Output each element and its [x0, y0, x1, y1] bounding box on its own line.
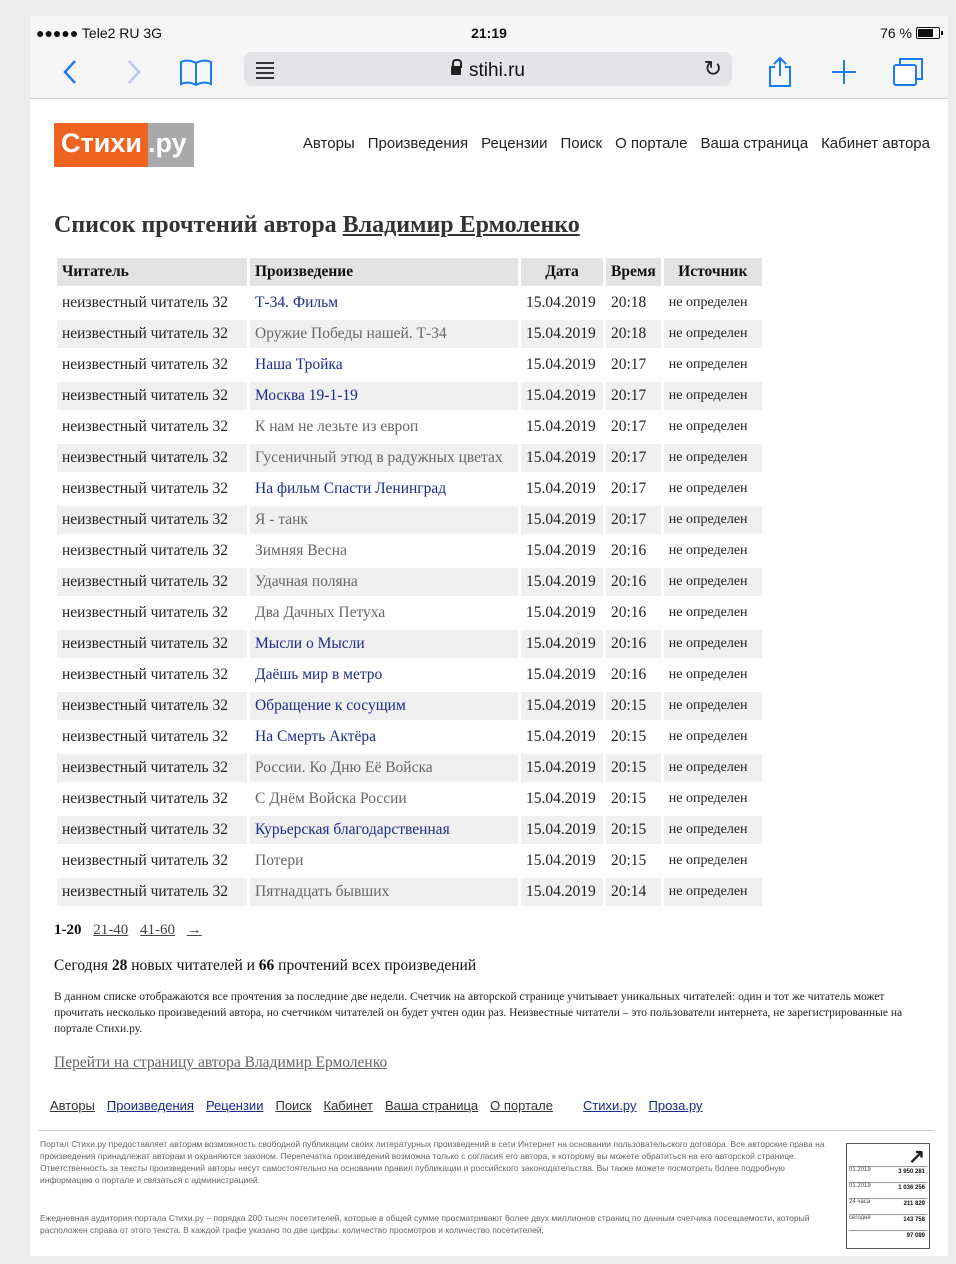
new-tab-button[interactable]	[824, 52, 864, 92]
battery-percent: 76 %	[880, 25, 912, 41]
work-cell: России. Ко Дню Её Войска	[250, 754, 518, 782]
table-row	[57, 599, 762, 627]
lock-icon	[451, 66, 461, 75]
time-cell: 20:18	[606, 320, 661, 348]
next-page-arrow-icon[interactable]: →	[186, 922, 202, 938]
work-cell: Потери	[250, 847, 518, 875]
work-cell[interactable]: На Смерть Актёра	[250, 723, 518, 751]
reader-cell: неизвестный читатель 32	[57, 847, 247, 875]
date-cell: 15.04.2019	[521, 661, 603, 689]
today-summary: Сегодня 28 новых читателей и 66 прочтений всех произведений	[54, 957, 477, 974]
source-cell: не определен	[664, 475, 762, 503]
new-readers-count: 28	[111, 957, 128, 974]
header-work: Произведение	[250, 258, 518, 286]
nav-about[interactable]: О портале	[615, 135, 688, 152]
reader-cell: неизвестный читатель 32	[57, 723, 247, 751]
reader-cell: неизвестный читатель 32	[57, 630, 247, 658]
reader-cell: неизвестный читатель 32	[57, 506, 247, 534]
time-cell: 20:15	[606, 692, 661, 720]
table-row	[57, 444, 762, 472]
footer-divider	[38, 1130, 934, 1131]
reader-cell: неизвестный читатель 32	[57, 289, 247, 317]
footer-site-proza[interactable]: Проза.ру	[648, 1098, 703, 1113]
source-cell: не определен	[664, 289, 762, 317]
work-cell: С Днём Войска России	[250, 785, 518, 813]
nav-your-page[interactable]: Ваша страница	[700, 135, 809, 152]
time-cell: 20:15	[606, 816, 661, 844]
work-cell[interactable]: На фильм Спасти Ленинград	[250, 475, 518, 503]
date-cell: 15.04.2019	[521, 630, 603, 658]
source-cell: не определен	[664, 661, 762, 689]
work-cell[interactable]: Москва 19-1-19	[250, 382, 518, 410]
source-cell: не определен	[664, 599, 762, 627]
source-cell: не определен	[664, 630, 762, 658]
time-cell: 20:16	[606, 630, 661, 658]
date-cell: 15.04.2019	[521, 568, 603, 596]
reader-cell: неизвестный читатель 32	[57, 382, 247, 410]
table-row	[57, 785, 762, 813]
work-cell: Я - танк	[250, 506, 518, 534]
date-cell: 15.04.2019	[521, 289, 603, 317]
nav-authors[interactable]: Авторы	[302, 135, 355, 152]
footer-nav-cabinet[interactable]: Кабинет	[323, 1098, 373, 1113]
table-row	[57, 382, 762, 410]
time-cell: 20:17	[606, 444, 661, 472]
battery-indicator	[880, 25, 940, 41]
time-cell: 20:18	[606, 289, 661, 317]
source-cell: не определен	[664, 351, 762, 379]
table-row	[57, 692, 762, 720]
top-nav	[303, 135, 930, 152]
reader-cell: неизвестный читатель 32	[57, 537, 247, 565]
date-cell: 15.04.2019	[521, 537, 603, 565]
time-cell: 20:15	[606, 785, 661, 813]
time-cell: 20:16	[606, 537, 661, 565]
address-bar[interactable]	[244, 52, 732, 86]
reader-cell: неизвестный читатель 32	[57, 754, 247, 782]
date-cell: 15.04.2019	[521, 785, 603, 813]
time-cell: 20:14	[606, 878, 661, 906]
date-cell: 15.04.2019	[521, 382, 603, 410]
time-cell: 20:17	[606, 506, 661, 534]
site-logo[interactable]	[54, 123, 194, 167]
work-cell: Пятнадцать бывших	[250, 878, 518, 906]
reader-cell: неизвестный читатель 32	[57, 599, 247, 627]
counter-row: 01.2019 1 036 256	[849, 1182, 927, 1198]
back-button[interactable]	[50, 52, 90, 92]
table-row	[57, 847, 762, 875]
plus-icon	[830, 58, 858, 86]
info-note: В данном списке отображаются все прочтения за последние две недели. Счетчик на авторской странице учитывает уникальных читателей: один и тот же читатель может прочитать несколько произведений автора, но счетчиком читателей он будет учтен один раз. Неизвестные читатели – это пользователи интернета, не зарегистрированные на портале Стихи.ру.	[54, 991, 903, 1035]
reader-cell: неизвестный читатель 32	[57, 661, 247, 689]
table-row	[57, 537, 762, 565]
arrow-up-right-icon: ↗	[908, 1146, 925, 1168]
header-time: Время	[606, 258, 661, 286]
source-cell: не определен	[664, 785, 762, 813]
footer-site-stihi[interactable]: Стихи.ру	[582, 1098, 637, 1113]
table-row	[57, 413, 762, 441]
source-cell: не определен	[664, 816, 762, 844]
footer-nav-authors[interactable]: Авторы	[50, 1098, 95, 1113]
browser-toolbar	[30, 48, 948, 99]
work-cell[interactable]: Обращение к сосущим	[250, 692, 518, 720]
counter-row: сегодня 143 758	[849, 1214, 927, 1230]
footer-nav-reviews[interactable]: Рецензии	[205, 1098, 264, 1113]
nav-cabinet[interactable]: Кабинет автора	[821, 135, 930, 152]
reader-cell: неизвестный читатель 32	[57, 878, 247, 906]
status-bar	[30, 16, 948, 48]
date-cell: 15.04.2019	[521, 816, 603, 844]
table-row	[57, 506, 762, 534]
page-current: 1-20	[54, 922, 82, 938]
date-cell: 15.04.2019	[521, 413, 603, 441]
url-host: stihi.ru	[244, 60, 732, 82]
source-cell: не определен	[664, 847, 762, 875]
footer-nav-works[interactable]: Произведения	[106, 1098, 194, 1113]
nav-works[interactable]: Произведения	[367, 135, 469, 152]
page-link-3[interactable]: 41-60	[140, 922, 175, 938]
logo-main: Стихи	[54, 123, 148, 167]
carrier-label: ●●●●● Tele2 RU 3G	[36, 25, 163, 41]
time-cell: 20:15	[606, 847, 661, 875]
table-row	[57, 661, 762, 689]
work-cell: Гусеничный этюд в радужных цветах	[250, 444, 518, 472]
time-cell: 20:17	[606, 475, 661, 503]
bookmarks-button[interactable]	[176, 52, 216, 92]
header-reader: Читатель	[57, 258, 247, 286]
reload-icon[interactable]: ↻	[703, 56, 722, 81]
table-row	[57, 816, 762, 844]
chevron-left-icon	[62, 59, 78, 85]
table-row	[57, 878, 762, 906]
footer-nav-about[interactable]: О портале	[490, 1098, 553, 1113]
table-row	[57, 723, 762, 751]
header-date: Дата	[521, 258, 603, 286]
time-cell: 20:15	[606, 723, 661, 751]
footer-nav-your-page[interactable]: Ваша страница	[384, 1098, 479, 1113]
page-title: Список прочтений автора Владимир Ермоленко	[54, 212, 580, 238]
reader-cell: неизвестный читатель 32	[57, 568, 247, 596]
time-cell: 20:17	[606, 382, 661, 410]
source-cell: не определен	[664, 692, 762, 720]
work-cell[interactable]: Т-34. Фильм	[250, 289, 518, 317]
pagination	[54, 922, 210, 939]
date-cell: 15.04.2019	[521, 723, 603, 751]
table-row	[57, 289, 762, 317]
source-cell: не определен	[664, 723, 762, 751]
reader-cell: неизвестный читатель 32	[57, 475, 247, 503]
book-icon	[179, 58, 213, 86]
source-cell: не определен	[664, 506, 762, 534]
footer-nav-search[interactable]: Поиск	[275, 1098, 312, 1113]
counter-row: 24 часа 211 829	[849, 1198, 927, 1214]
nav-reviews[interactable]: Рецензии	[481, 135, 548, 152]
page-link-2[interactable]: 21-40	[93, 922, 129, 938]
clock-label: 21:19	[471, 25, 507, 41]
footer-legal-text: Портал Стихи.ру предоставляет авторам возможность свободной публикации своих литературных произведений в сети Интернет на основании пользовательского договора. Все авторские права на произведения принадлежат авторам и охраняются законом. Перепечатка произведений возможна только с согласия его автора, к которому вы можете обратиться на его авторской странице. Ответственность за тексты произведений авторы несут самостоятельно на основании правил публикации и российского законодательства. Вы также можете посмотреть более подробную информацию о портале и связаться с администрацией.	[40, 1139, 825, 1185]
work-cell[interactable]: Курьерская благодарственная	[250, 816, 518, 844]
table-row	[57, 320, 762, 348]
table-header-row	[57, 258, 762, 286]
reader-cell: неизвестный читатель 32	[57, 320, 247, 348]
share-button[interactable]	[760, 52, 800, 92]
forward-button[interactable]	[114, 52, 154, 92]
source-cell: не определен	[664, 413, 762, 441]
time-cell: 20:16	[606, 568, 661, 596]
time-cell: 20:17	[606, 413, 661, 441]
source-cell: не определен	[664, 537, 762, 565]
author-page-link[interactable]: Перейти на страницу автора Владимир Ермоленко	[54, 1054, 388, 1071]
work-cell[interactable]: Мысли о Мысли	[250, 630, 518, 658]
footer-audience-text: Ежедневная аудитория портала Стихи.ру – порядка 200 тысяч посетителей, которые в общей сумме просматривают более двух миллионов страниц по данным счетчика посещаемости, который расположен справа от этого текста. В каждой графе указано по две цифры: количество просмотров и количество посетителей.	[40, 1213, 810, 1235]
time-cell: 20:17	[606, 351, 661, 379]
work-cell[interactable]: Даёшь мир в метро	[250, 661, 518, 689]
logo-domain: .ру	[148, 123, 194, 167]
work-cell: К нам не лезьте из европ	[250, 413, 518, 441]
work-cell[interactable]: Наша Тройка	[250, 351, 518, 379]
date-cell: 15.04.2019	[521, 320, 603, 348]
header-source: Источник	[664, 258, 762, 286]
source-cell: не определен	[664, 754, 762, 782]
reader-cell: неизвестный читатель 32	[57, 816, 247, 844]
work-cell: Удачная поляна	[250, 568, 518, 596]
date-cell: 15.04.2019	[521, 878, 603, 906]
reader-cell: неизвестный читатель 32	[57, 413, 247, 441]
counter-row: 97 089	[849, 1230, 927, 1246]
readings-table	[54, 255, 765, 909]
source-cell: не определен	[664, 444, 762, 472]
footer-nav	[50, 1098, 703, 1113]
date-cell: 15.04.2019	[521, 506, 603, 534]
date-cell: 15.04.2019	[521, 692, 603, 720]
reader-cell: неизвестный читатель 32	[57, 351, 247, 379]
table-row	[57, 475, 762, 503]
time-cell: 20:16	[606, 599, 661, 627]
nav-search[interactable]: Поиск	[560, 135, 603, 152]
table-row	[57, 754, 762, 782]
table-row	[57, 351, 762, 379]
counter-row: 01.2019 3 950 281	[849, 1166, 927, 1182]
chevron-right-icon	[126, 59, 142, 85]
visit-counter[interactable]	[846, 1143, 930, 1249]
work-cell: Оружие Победы нашей. Т-34	[250, 320, 518, 348]
date-cell: 15.04.2019	[521, 754, 603, 782]
work-cell: Два Дачных Петуха	[250, 599, 518, 627]
reader-cell: неизвестный читатель 32	[57, 444, 247, 472]
date-cell: 15.04.2019	[521, 599, 603, 627]
table-row	[57, 568, 762, 596]
reads-count: 66	[258, 957, 275, 974]
author-link[interactable]: Владимир Ермоленко	[342, 212, 580, 238]
date-cell: 15.04.2019	[521, 444, 603, 472]
source-cell: не определен	[664, 878, 762, 906]
work-cell: Зимняя Весна	[250, 537, 518, 565]
time-cell: 20:15	[606, 754, 661, 782]
tabs-button[interactable]	[888, 52, 928, 92]
source-cell: не определен	[664, 320, 762, 348]
reader-cell: неизвестный читатель 32	[57, 692, 247, 720]
reader-cell: неизвестный читатель 32	[57, 785, 247, 813]
source-cell: не определен	[664, 382, 762, 410]
tabs-icon	[892, 57, 924, 87]
table-row	[57, 630, 762, 658]
date-cell: 15.04.2019	[521, 847, 603, 875]
battery-icon	[916, 27, 940, 39]
date-cell: 15.04.2019	[521, 351, 603, 379]
source-cell: не определен	[664, 568, 762, 596]
share-icon	[767, 56, 793, 88]
date-cell: 15.04.2019	[521, 475, 603, 503]
time-cell: 20:16	[606, 661, 661, 689]
